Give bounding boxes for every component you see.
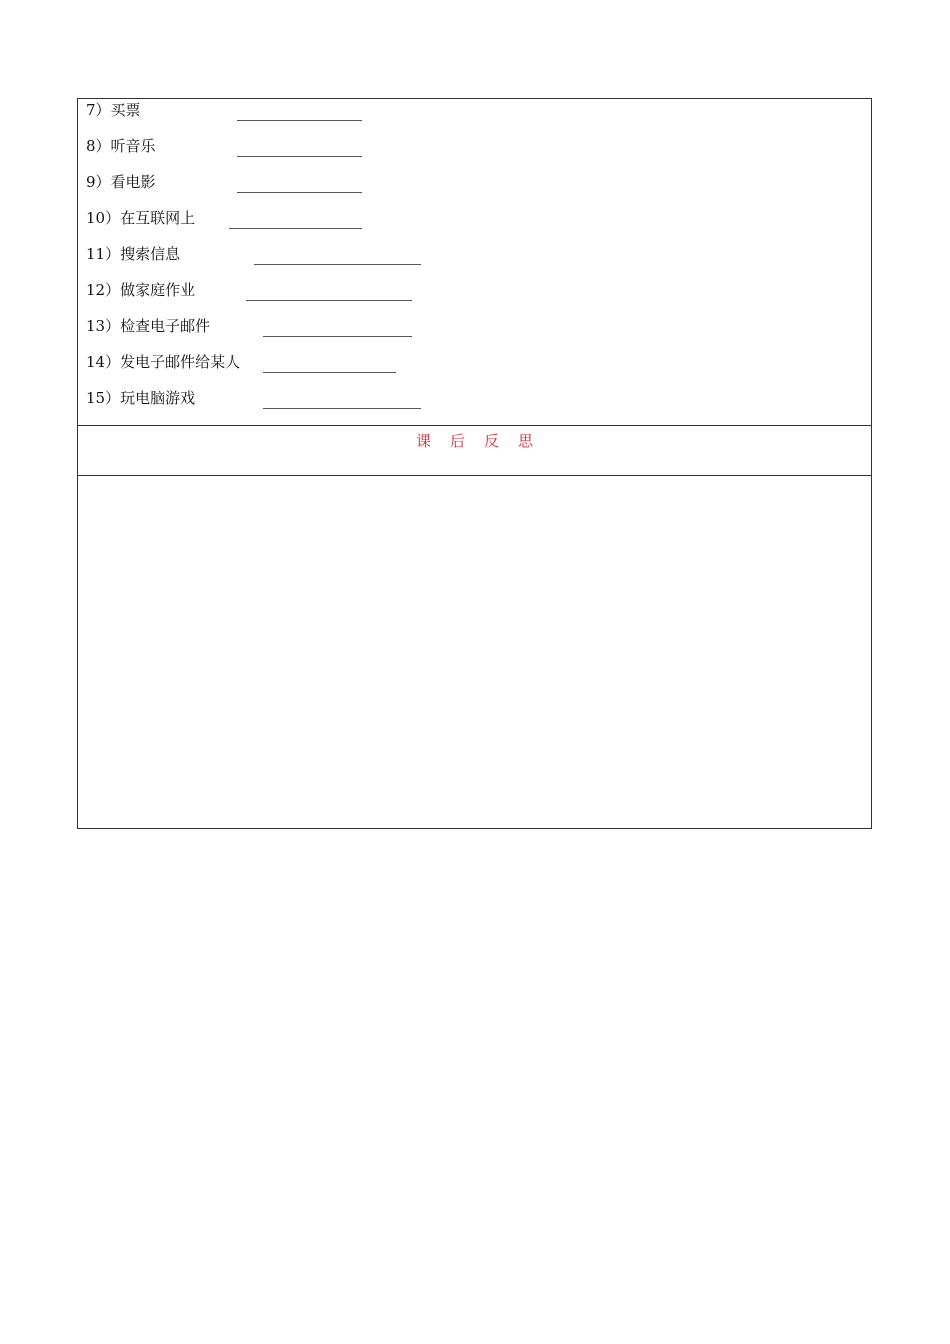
list-item	[86, 99, 141, 121]
answer-blank-9[interactable]	[237, 192, 362, 193]
item-label: 7）买票	[86, 101, 141, 119]
list-item	[86, 387, 195, 409]
item-label: 13）检查电子邮件	[86, 317, 211, 335]
answer-blank-14[interactable]	[263, 372, 396, 373]
list-item	[86, 315, 210, 337]
item-label: 11）搜索信息	[86, 245, 181, 263]
item-label: 14）发电子邮件给某人	[86, 353, 241, 371]
list-item	[86, 351, 240, 373]
vocabulary-section	[78, 99, 871, 426]
list-item	[86, 243, 180, 265]
list-item	[86, 207, 195, 229]
list-item	[86, 135, 156, 157]
item-label: 9）看电影	[86, 173, 156, 191]
answer-blank-7[interactable]	[237, 120, 362, 121]
answer-blank-11[interactable]	[254, 264, 421, 265]
item-label: 12）做家庭作业	[86, 281, 196, 299]
answer-blank-8[interactable]	[237, 156, 362, 157]
item-label: 15）玩电脑游戏	[86, 389, 196, 407]
reflection-header	[78, 426, 871, 476]
worksheet-table	[77, 98, 872, 829]
item-label: 10）在互联网上	[86, 209, 196, 227]
list-item	[86, 279, 195, 301]
answer-blank-12[interactable]	[246, 300, 412, 301]
reflection-title: 课后反思	[415, 432, 552, 450]
answer-blank-13[interactable]	[263, 336, 412, 337]
item-label: 8）听音乐	[86, 137, 156, 155]
answer-blank-10[interactable]	[229, 228, 362, 229]
list-item	[86, 171, 156, 193]
reflection-area[interactable]	[78, 476, 871, 828]
answer-blank-15[interactable]	[263, 408, 421, 409]
